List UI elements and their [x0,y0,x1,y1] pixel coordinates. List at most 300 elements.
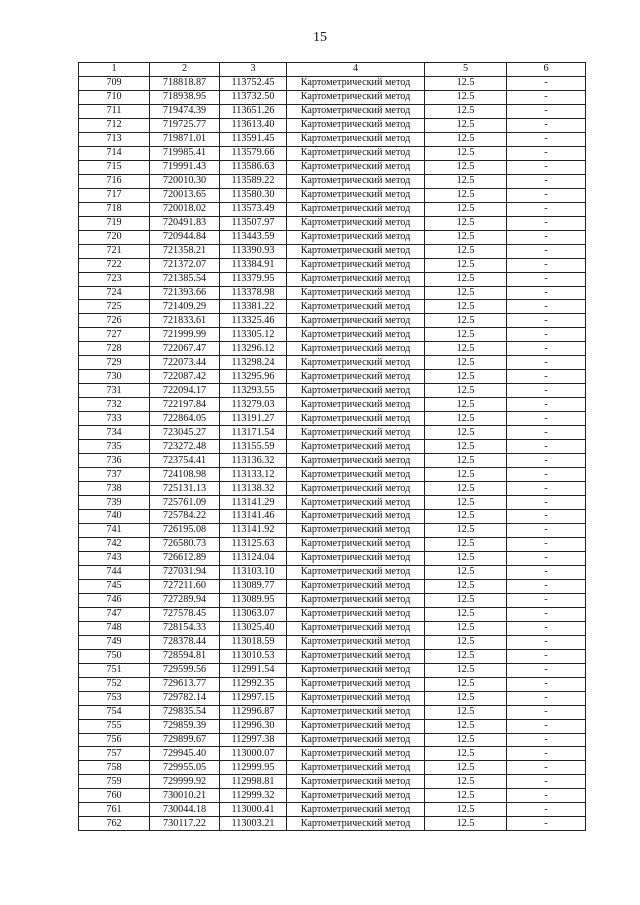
x-coordinate-cell: 723045.27 [150,426,220,440]
x-coordinate-cell: 725761.09 [150,496,220,510]
x-coordinate-cell: 722094.17 [150,384,220,398]
method-cell: Картометрический метод [287,398,425,412]
table-row [79,440,586,454]
point-number-cell: 722 [79,258,150,272]
y-coordinate-cell: 113003.21 [220,817,287,831]
point-number-cell: 759 [79,775,150,789]
method-cell: Картометрический метод [287,817,425,831]
x-coordinate-cell: 718938.95 [150,90,220,104]
y-coordinate-cell: 113325.46 [220,314,287,328]
y-coordinate-cell: 113591.45 [220,132,287,146]
accuracy-cell: 12.5 [425,216,507,230]
table-row [79,733,586,747]
note-cell: - [507,76,586,90]
method-cell: Картометрический метод [287,440,425,454]
y-coordinate-cell: 113293.55 [220,384,287,398]
table-row [79,342,586,356]
x-coordinate-cell: 727211.60 [150,579,220,593]
y-coordinate-cell: 113613.40 [220,118,287,132]
y-coordinate-cell: 112992.35 [220,677,287,691]
point-number-cell: 748 [79,621,150,635]
method-cell: Картометрический метод [287,733,425,747]
y-coordinate-cell: 113063.07 [220,607,287,621]
column-header: 6 [507,63,586,77]
accuracy-cell: 12.5 [425,174,507,188]
note-cell: - [507,286,586,300]
table-row [79,90,586,104]
note-cell: - [507,537,586,551]
note-cell: - [507,132,586,146]
note-cell: - [507,523,586,537]
table-row [79,719,586,733]
note-cell: - [507,649,586,663]
table-row [79,174,586,188]
accuracy-cell: 12.5 [425,342,507,356]
note-cell: - [507,230,586,244]
accuracy-cell: 12.5 [425,468,507,482]
y-coordinate-cell: 113124.04 [220,551,287,565]
method-cell: Картометрический метод [287,412,425,426]
method-cell: Картометрический метод [287,188,425,202]
accuracy-cell: 12.5 [425,579,507,593]
x-coordinate-cell: 722197.84 [150,398,220,412]
table-row [79,160,586,174]
accuracy-cell: 12.5 [425,244,507,258]
x-coordinate-cell: 729955.05 [150,761,220,775]
x-coordinate-cell: 721833.61 [150,314,220,328]
y-coordinate-cell: 113378.98 [220,286,287,300]
y-coordinate-cell: 113296.12 [220,342,287,356]
point-number-cell: 751 [79,663,150,677]
accuracy-cell: 12.5 [425,132,507,146]
x-coordinate-cell: 722087.42 [150,370,220,384]
accuracy-cell: 12.5 [425,817,507,831]
point-number-cell: 731 [79,384,150,398]
method-cell: Картометрический метод [287,300,425,314]
column-header: 2 [150,63,220,77]
point-number-cell: 741 [79,523,150,537]
point-number-cell: 749 [79,635,150,649]
accuracy-cell: 12.5 [425,705,507,719]
x-coordinate-cell: 723754.41 [150,454,220,468]
x-coordinate-cell: 719725.77 [150,118,220,132]
note-cell: - [507,244,586,258]
table-row [79,412,586,426]
y-coordinate-cell: 113133.12 [220,468,287,482]
note-cell: - [507,118,586,132]
page-number: 15 [313,30,327,45]
note-cell: - [507,496,586,510]
x-coordinate-cell: 726195.08 [150,523,220,537]
method-cell: Картометрический метод [287,244,425,258]
note-cell: - [507,188,586,202]
point-number-cell: 709 [79,76,150,90]
table-row [79,510,586,524]
accuracy-cell: 12.5 [425,803,507,817]
y-coordinate-cell: 113580.30 [220,188,287,202]
method-cell: Картометрический метод [287,314,425,328]
table-row [79,300,586,314]
x-coordinate-cell: 729899.67 [150,733,220,747]
y-coordinate-cell: 113279.03 [220,398,287,412]
accuracy-cell: 12.5 [425,440,507,454]
point-number-cell: 737 [79,468,150,482]
y-coordinate-cell: 113171.54 [220,426,287,440]
note-cell: - [507,565,586,579]
point-number-cell: 721 [79,244,150,258]
y-coordinate-cell: 112998.81 [220,775,287,789]
point-number-cell: 739 [79,496,150,510]
y-coordinate-cell: 113141.29 [220,496,287,510]
note-cell: - [507,370,586,384]
point-number-cell: 712 [79,118,150,132]
note-cell: - [507,482,586,496]
x-coordinate-cell: 721999.99 [150,328,220,342]
x-coordinate-cell: 727031.94 [150,565,220,579]
point-number-cell: 747 [79,607,150,621]
y-coordinate-cell: 113379.95 [220,272,287,286]
note-cell: - [507,454,586,468]
x-coordinate-cell: 729945.40 [150,747,220,761]
table-row [79,244,586,258]
x-coordinate-cell: 725131.13 [150,482,220,496]
point-number-cell: 714 [79,146,150,160]
x-coordinate-cell: 724108.98 [150,468,220,482]
x-coordinate-cell: 718818.87 [150,76,220,90]
method-cell: Картометрический метод [287,607,425,621]
y-coordinate-cell: 113025.40 [220,621,287,635]
method-cell: Картометрический метод [287,677,425,691]
note-cell: - [507,258,586,272]
table-row [79,356,586,370]
point-number-cell: 740 [79,510,150,524]
note-cell: - [507,300,586,314]
note-cell: - [507,677,586,691]
x-coordinate-cell: 722864.05 [150,412,220,426]
accuracy-cell: 12.5 [425,188,507,202]
x-coordinate-cell: 720018.02 [150,202,220,216]
table-row [79,761,586,775]
point-number-cell: 729 [79,356,150,370]
note-cell: - [507,593,586,607]
note-cell: - [507,789,586,803]
x-coordinate-cell: 722073.44 [150,356,220,370]
x-coordinate-cell: 729782.14 [150,691,220,705]
note-cell: - [507,510,586,524]
y-coordinate-cell: 113390.93 [220,244,287,258]
method-cell: Картометрический метод [287,258,425,272]
table-body [79,76,586,830]
x-coordinate-cell: 729835.54 [150,705,220,719]
table-row [79,551,586,565]
y-coordinate-cell: 113384.91 [220,258,287,272]
y-coordinate-cell: 113000.07 [220,747,287,761]
point-number-cell: 750 [79,649,150,663]
accuracy-cell: 12.5 [425,663,507,677]
method-cell: Картометрический метод [287,565,425,579]
point-number-cell: 756 [79,733,150,747]
note-cell: - [507,607,586,621]
accuracy-cell: 12.5 [425,523,507,537]
method-cell: Картометрический метод [287,775,425,789]
table-row [79,523,586,537]
y-coordinate-cell: 113141.46 [220,510,287,524]
column-header: 3 [220,63,287,77]
method-cell: Картометрический метод [287,747,425,761]
table-row [79,216,586,230]
note-cell: - [507,356,586,370]
method-cell: Картометрический метод [287,719,425,733]
x-coordinate-cell: 723272.48 [150,440,220,454]
accuracy-cell: 12.5 [425,789,507,803]
note-cell: - [507,733,586,747]
x-coordinate-cell: 726612.89 [150,551,220,565]
accuracy-cell: 12.5 [425,384,507,398]
y-coordinate-cell: 113573.49 [220,202,287,216]
x-coordinate-cell: 720010.30 [150,174,220,188]
y-coordinate-cell: 113752.45 [220,76,287,90]
y-coordinate-cell: 113136.32 [220,454,287,468]
point-number-cell: 735 [79,440,150,454]
method-cell: Картометрический метод [287,90,425,104]
note-cell: - [507,216,586,230]
method-cell: Картометрический метод [287,510,425,524]
y-coordinate-cell: 113138.32 [220,482,287,496]
y-coordinate-cell: 112997.15 [220,691,287,705]
note-cell: - [507,440,586,454]
x-coordinate-cell: 720491.83 [150,216,220,230]
method-cell: Картометрический метод [287,426,425,440]
table-row [79,328,586,342]
note-cell: - [507,146,586,160]
note-cell: - [507,104,586,118]
accuracy-cell: 12.5 [425,300,507,314]
accuracy-cell: 12.5 [425,677,507,691]
method-cell: Картометрический метод [287,579,425,593]
point-number-cell: 732 [79,398,150,412]
y-coordinate-cell: 112996.30 [220,719,287,733]
point-number-cell: 752 [79,677,150,691]
x-coordinate-cell: 719871.01 [150,132,220,146]
y-coordinate-cell: 112991.54 [220,663,287,677]
accuracy-cell: 12.5 [425,607,507,621]
x-coordinate-cell: 730010.21 [150,789,220,803]
method-cell: Картометрический метод [287,342,425,356]
point-number-cell: 728 [79,342,150,356]
y-coordinate-cell: 113579.66 [220,146,287,160]
point-number-cell: 760 [79,789,150,803]
y-coordinate-cell: 113732.50 [220,90,287,104]
table-row [79,104,586,118]
x-coordinate-cell: 720944.84 [150,230,220,244]
method-cell: Картометрический метод [287,551,425,565]
x-coordinate-cell: 729859.39 [150,719,220,733]
accuracy-cell: 12.5 [425,370,507,384]
y-coordinate-cell: 113305.12 [220,328,287,342]
table-row [79,188,586,202]
table-row [79,789,586,803]
point-number-cell: 754 [79,705,150,719]
x-coordinate-cell: 721372.07 [150,258,220,272]
table-row [79,691,586,705]
table-row [79,230,586,244]
x-coordinate-cell: 729599.56 [150,663,220,677]
accuracy-cell: 12.5 [425,775,507,789]
method-cell: Картометрический метод [287,356,425,370]
table-row [79,384,586,398]
method-cell: Картометрический метод [287,160,425,174]
accuracy-cell: 12.5 [425,272,507,286]
point-number-cell: 711 [79,104,150,118]
table-row [79,565,586,579]
x-coordinate-cell: 721409.29 [150,300,220,314]
x-coordinate-cell: 719985.41 [150,146,220,160]
accuracy-cell: 12.5 [425,593,507,607]
table-row [79,146,586,160]
method-cell: Картометрический метод [287,537,425,551]
y-coordinate-cell: 113089.77 [220,579,287,593]
table-row [79,607,586,621]
point-number-cell: 726 [79,314,150,328]
note-cell: - [507,174,586,188]
accuracy-cell: 12.5 [425,356,507,370]
point-number-cell: 753 [79,691,150,705]
accuracy-cell: 12.5 [425,426,507,440]
point-number-cell: 730 [79,370,150,384]
method-cell: Картометрический метод [287,216,425,230]
table-row [79,258,586,272]
method-cell: Картометрический метод [287,593,425,607]
table-header-row [79,63,586,77]
method-cell: Картометрический метод [287,146,425,160]
accuracy-cell: 12.5 [425,551,507,565]
note-cell: - [507,468,586,482]
method-cell: Картометрический метод [287,272,425,286]
accuracy-cell: 12.5 [425,258,507,272]
accuracy-cell: 12.5 [425,635,507,649]
note-cell: - [507,747,586,761]
accuracy-cell: 12.5 [425,691,507,705]
x-coordinate-cell: 727289.94 [150,593,220,607]
method-cell: Картометрический метод [287,496,425,510]
accuracy-cell: 12.5 [425,314,507,328]
point-number-cell: 742 [79,537,150,551]
table-row [79,663,586,677]
point-number-cell: 744 [79,565,150,579]
table-row [79,202,586,216]
x-coordinate-cell: 729613.77 [150,677,220,691]
y-coordinate-cell: 113155.59 [220,440,287,454]
table-row [79,272,586,286]
point-number-cell: 716 [79,174,150,188]
point-number-cell: 745 [79,579,150,593]
table-row [79,677,586,691]
point-number-cell: 724 [79,286,150,300]
point-number-cell: 710 [79,90,150,104]
y-coordinate-cell: 112999.95 [220,761,287,775]
x-coordinate-cell: 719474.39 [150,104,220,118]
x-coordinate-cell: 730117.22 [150,817,220,831]
method-cell: Картометрический метод [287,649,425,663]
note-cell: - [507,635,586,649]
accuracy-cell: 12.5 [425,565,507,579]
table-row [79,705,586,719]
point-number-cell: 717 [79,188,150,202]
note-cell: - [507,342,586,356]
point-number-cell: 723 [79,272,150,286]
table-row [79,482,586,496]
note-cell: - [507,817,586,831]
accuracy-cell: 12.5 [425,761,507,775]
accuracy-cell: 12.5 [425,719,507,733]
point-number-cell: 743 [79,551,150,565]
x-coordinate-cell: 726580.73 [150,537,220,551]
accuracy-cell: 12.5 [425,621,507,635]
y-coordinate-cell: 113586.63 [220,160,287,174]
method-cell: Картометрический метод [287,230,425,244]
method-cell: Картометрический метод [287,118,425,132]
y-coordinate-cell: 113589.22 [220,174,287,188]
table-row [79,579,586,593]
point-number-cell: 755 [79,719,150,733]
point-number-cell: 725 [79,300,150,314]
note-cell: - [507,775,586,789]
table-row [79,398,586,412]
x-coordinate-cell: 728154.33 [150,621,220,635]
note-cell: - [507,719,586,733]
accuracy-cell: 12.5 [425,454,507,468]
point-number-cell: 738 [79,482,150,496]
accuracy-cell: 12.5 [425,230,507,244]
point-number-cell: 715 [79,160,150,174]
y-coordinate-cell: 113125.63 [220,537,287,551]
y-coordinate-cell: 113295.96 [220,370,287,384]
method-cell: Картометрический метод [287,286,425,300]
y-coordinate-cell: 112999.32 [220,789,287,803]
y-coordinate-cell: 113000.41 [220,803,287,817]
y-coordinate-cell: 113298.24 [220,356,287,370]
y-coordinate-cell: 113089.95 [220,593,287,607]
method-cell: Картометрический метод [287,76,425,90]
accuracy-cell: 12.5 [425,202,507,216]
accuracy-cell: 12.5 [425,747,507,761]
table-row [79,496,586,510]
accuracy-cell: 12.5 [425,537,507,551]
table-row [79,775,586,789]
table-row [79,649,586,663]
method-cell: Картометрический метод [287,761,425,775]
method-cell: Картометрический метод [287,370,425,384]
x-coordinate-cell: 728378.44 [150,635,220,649]
point-number-cell: 727 [79,328,150,342]
point-number-cell: 757 [79,747,150,761]
y-coordinate-cell: 113191.27 [220,412,287,426]
accuracy-cell: 12.5 [425,286,507,300]
method-cell: Картометрический метод [287,328,425,342]
y-coordinate-cell: 113651.26 [220,104,287,118]
note-cell: - [507,761,586,775]
point-number-cell: 720 [79,230,150,244]
method-cell: Картометрический метод [287,691,425,705]
accuracy-cell: 12.5 [425,510,507,524]
coordinates-table [78,62,586,831]
accuracy-cell: 12.5 [425,328,507,342]
y-coordinate-cell: 112997.38 [220,733,287,747]
x-coordinate-cell: 730044.18 [150,803,220,817]
x-coordinate-cell: 727578.45 [150,607,220,621]
method-cell: Картометрический метод [287,663,425,677]
x-coordinate-cell: 722067.47 [150,342,220,356]
